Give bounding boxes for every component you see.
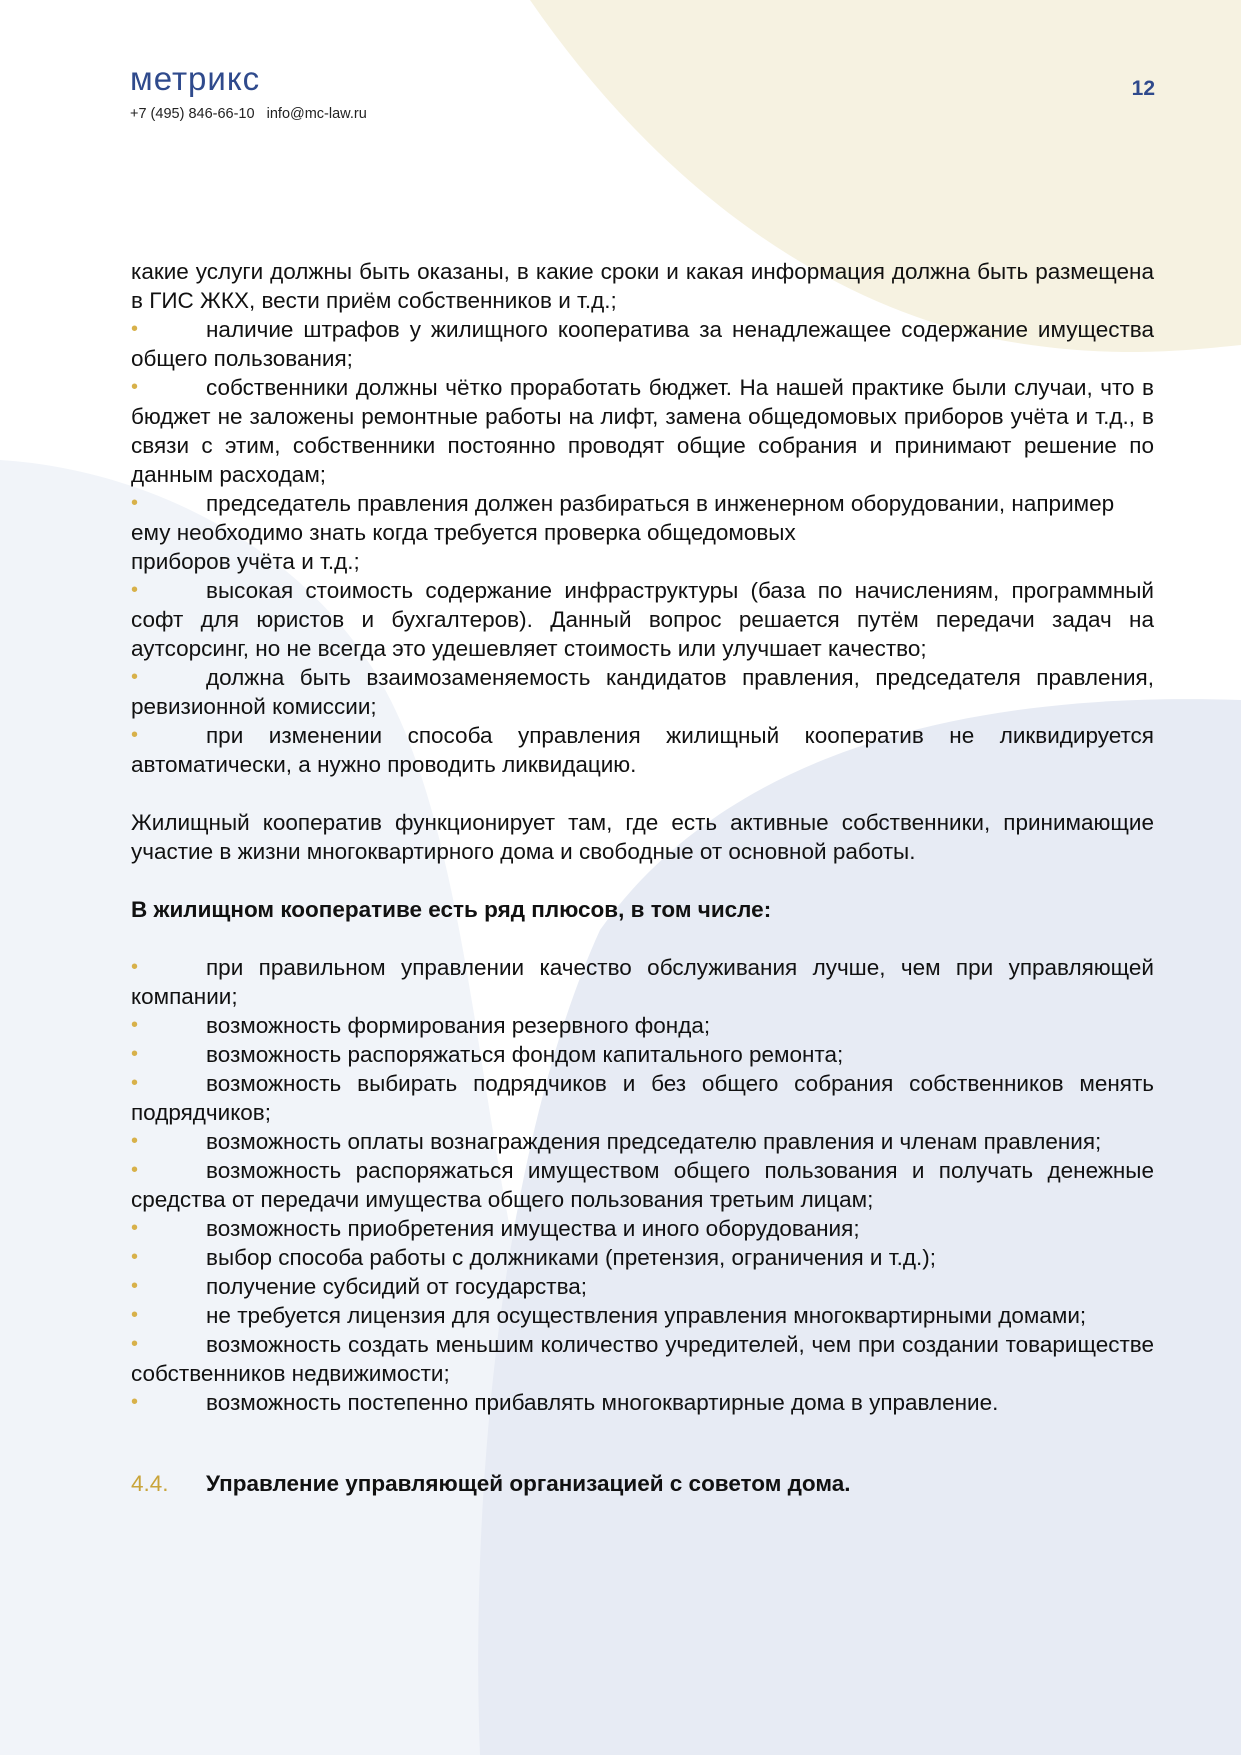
paragraph: Жилищный кооператив функционирует там, где есть активные собственники, принимающие участие в жизни многоквартирного дома и свободные от основной работы. [131,810,1154,864]
bullet-icon: • [131,1246,139,1268]
list-item: • выбор способа работы с должниками (претензия, ограничения и т.д.); [131,1245,936,1270]
section-title: Управление управляющей организацией с советом дома [206,1470,845,1496]
bullet-icon: • [131,1217,139,1239]
bullet-icon: • [131,1072,139,1094]
bullet-icon: • [131,1391,139,1413]
bullet-icon: • [131,376,139,398]
document-body [131,257,1154,1520]
logo: метрикс [130,60,261,97]
bullet-icon: • [131,1130,139,1152]
section-number: 4.4. [131,1470,169,1496]
list-item: • возможность распоряжаться имуществом общего пользования и получать денежные средства от передачи имущества общего пользования третьим лицам; [131,1158,1154,1212]
bullet-icon: • [131,724,139,746]
list-item: • возможность создать меньшим количество учредителей, чем при создании товариществе собственников недвижимости; [131,1332,1154,1386]
list-item: • должна быть взаимозаменяемость кандидатов правления, председателя правления, ревизионной комиссии; [131,665,1154,719]
list-item: • при правильном управлении качество обслуживания лучше, чем при управляющей компании; [131,955,1154,1009]
list-item: • наличие штрафов у жилищного кооператива за ненадлежащее содержание имущества общего пользования; [131,317,1154,371]
bullet-icon: • [131,1304,139,1326]
list-item: • возможность выбирать подрядчиков и без общего собрания собственников менять подрядчиков; [131,1071,1154,1125]
bullet-icon: • [131,1275,139,1297]
list-item: • возможность формирования резервного фонда; [131,1013,711,1038]
list-item: • не требуется лицензия для осуществления управления многоквартирными домами; [131,1303,1087,1328]
bullet-icon: • [131,1014,139,1036]
list-item: • председатель правления должен разбираться в инженерном оборудовании, например ему необходимо знать когда требуется проверка общедомовых [131,491,1115,545]
bullet-icon: • [131,1333,139,1355]
bullet-icon: • [131,492,139,514]
page-number: 12 [1131,77,1155,100]
list-item: • возможность распоряжаться фондом капитального ремонта; [131,1042,844,1067]
list-item: • возможность оплаты вознаграждения председателю правления и членам правления; [131,1129,1102,1154]
list-item-continuation: приборов учёта и т.д.; [131,549,360,574]
bullet-icon: • [131,1159,139,1181]
list-item: • возможность постепенно прибавлять многоквартирные дома в управление. [131,1390,999,1415]
pros-heading: В жилищном кооперативе есть ряд плюсов, в том числе: [131,897,772,922]
list-item: • собственники должны чётко проработать бюджет. На нашей практике были случаи, что в бюджет не заложены ремонтные работы на лифт, замена общедомовых приборов учёта и т.д., в связи с этим, собственники постоянно проводят общие собрания и принимают решение по данным расходам; [131,375,1154,487]
list-item: • возможность приобретения имущества и иного оборудования; [131,1216,860,1241]
intro-text: какие услуги должны быть оказаны, в какие сроки и какая информация должна быть размещена в ГИС ЖКХ, вести приём собственников и т.д.; [131,259,1154,313]
list-item: • при изменении способа управления жилищный кооператив не ликвидируется автоматически, а нужно проводить ликвидацию. [131,723,1154,777]
bullet-icon: • [131,579,139,601]
list-item: • получение субсидий от государства; [131,1274,588,1299]
pros-list [131,953,1154,1417]
bullet-icon: • [131,956,139,978]
bullet-icon: • [131,666,139,688]
list-item: • высокая стоимость содержание инфраструктуры (база по начислениям, программный софт для юристов и бухгалтеров). Данный вопрос решается путём передачи задач на аутсорсинг, но не всегда это удешевляет стоимость или улучшает качество; [131,578,1154,661]
cons-list [131,315,1154,779]
bullet-icon: • [131,1043,139,1065]
contacts: +7 (495) 846-66-10 info@mc-law.ru [130,106,367,122]
section-heading: 4.4. Управление управляющей организацией с советом дома. [131,1470,851,1496]
bullet-icon: • [131,318,139,340]
